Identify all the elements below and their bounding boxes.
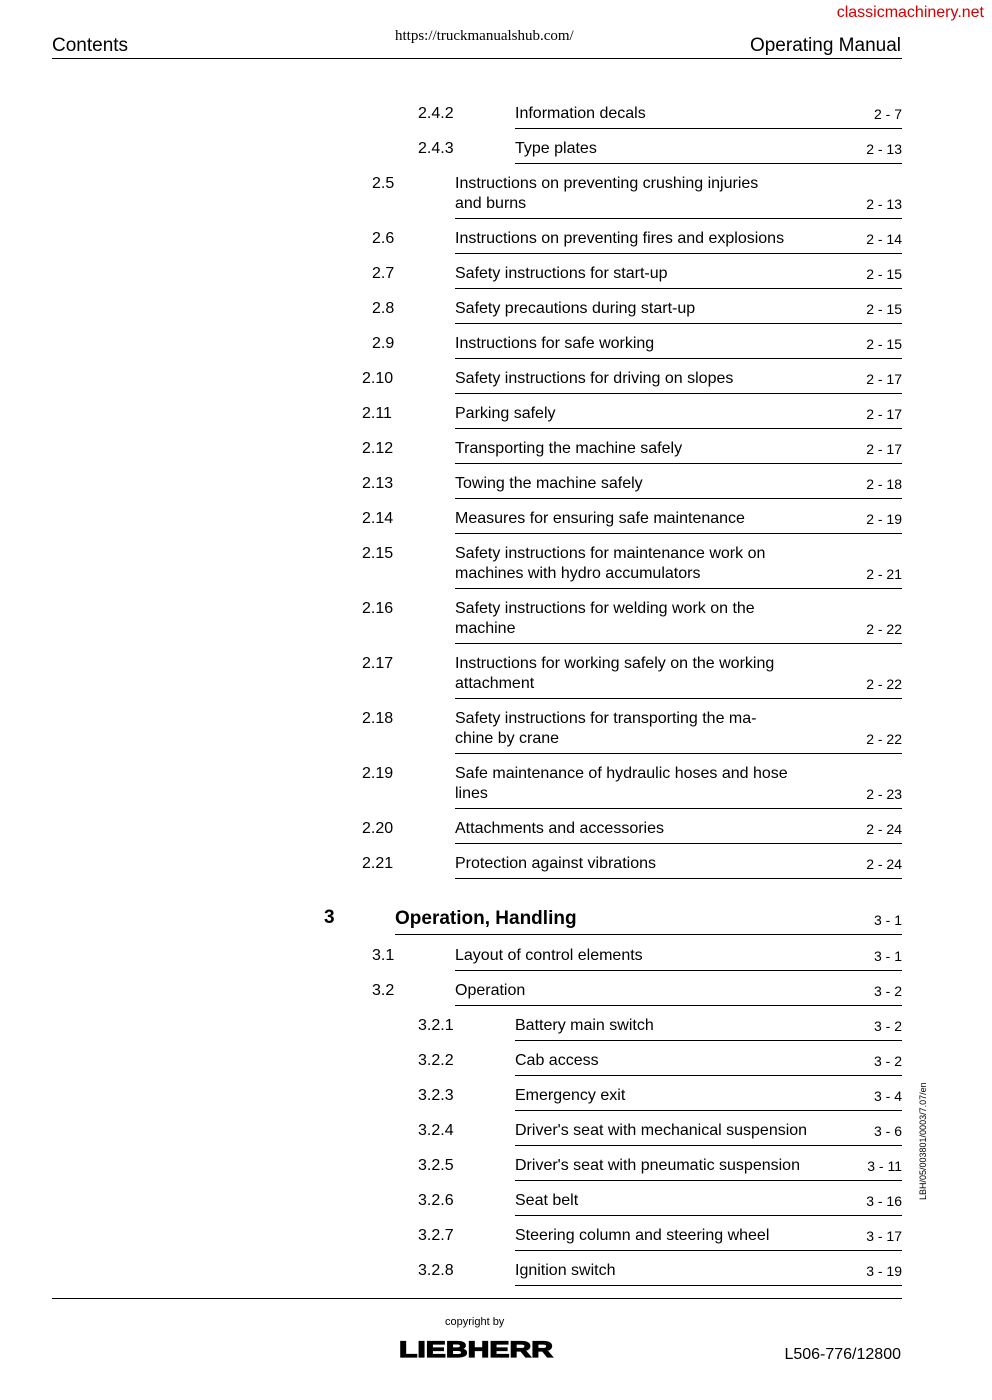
toc-entry-number: 2.17 bbox=[362, 655, 394, 672]
toc-entry-page: 3 - 6 bbox=[873, 1123, 902, 1139]
toc-entry-page: 3 - 2 bbox=[873, 1018, 902, 1034]
toc-entry-page: 2 - 22 bbox=[866, 731, 902, 747]
toc-entry-title-block bbox=[455, 599, 902, 644]
toc-entry-page: 3 - 2 bbox=[873, 1053, 902, 1069]
toc-entry-page: 2 - 13 bbox=[866, 141, 902, 157]
toc-entry-number: 2.7 bbox=[372, 265, 395, 282]
toc-entry-title: Emergency exit bbox=[515, 1087, 626, 1104]
toc-entry-page: 3 - 11 bbox=[867, 1158, 902, 1174]
toc-entry-title: Safety instructions for transporting the ma-chine by crane bbox=[455, 710, 757, 747]
toc-entry-title-block bbox=[455, 334, 902, 359]
toc-entry-title-block bbox=[515, 1121, 902, 1146]
footer-rule bbox=[52, 1298, 902, 1299]
toc-entry-title: Steering column and steering wheel bbox=[515, 1227, 770, 1244]
header-rule bbox=[52, 58, 902, 59]
watermark: classicmachinery.net bbox=[836, 4, 984, 21]
toc-entry-number: 3.2 bbox=[372, 982, 395, 999]
toc-entry-title-block bbox=[455, 764, 902, 809]
toc-entry-title-block bbox=[515, 139, 902, 164]
toc-entry-number: 2.20 bbox=[362, 820, 394, 837]
toc-entry-number: 2.5 bbox=[372, 175, 395, 192]
toc-entry-number: 2.11 bbox=[362, 405, 392, 422]
toc-entry-number: 3.2.4 bbox=[418, 1122, 454, 1139]
toc-entry-title: Operation bbox=[455, 982, 526, 999]
toc-entry-page: 2 - 22 bbox=[866, 676, 902, 692]
toc-entry-title-block bbox=[515, 1051, 902, 1076]
toc-chapter-number: 3 bbox=[324, 907, 335, 928]
toc-entry-page: 3 - 2 bbox=[873, 983, 902, 999]
toc-entry-page: 2 - 18 bbox=[866, 476, 902, 492]
toc-entry-title: Safety instructions for driving on slopes bbox=[455, 370, 734, 387]
toc-entry-page: 2 - 17 bbox=[866, 406, 902, 422]
toc-entry-page: 3 - 19 bbox=[866, 1263, 902, 1279]
toc-entry-number: 3.2.5 bbox=[418, 1157, 454, 1174]
toc-entry-page: 2 - 17 bbox=[866, 371, 902, 387]
toc-entry-title: Safety instructions for welding work on the machine bbox=[455, 600, 755, 637]
toc-entry-number: 2.4.3 bbox=[418, 140, 454, 157]
toc-entry-page: 3 - 17 bbox=[866, 1228, 902, 1244]
toc-entry-page: 2 - 17 bbox=[866, 441, 902, 457]
toc-entry-title: Information decals bbox=[515, 105, 646, 122]
toc-entry-title-block bbox=[515, 1086, 902, 1111]
toc-entry-title: Parking safely bbox=[455, 405, 556, 422]
toc-entry-title: Battery main switch bbox=[515, 1017, 654, 1034]
toc-entry-page: 2 - 22 bbox=[866, 621, 902, 637]
header-manual-title: Operating Manual bbox=[749, 35, 901, 56]
toc-entry-page: 3 - 4 bbox=[873, 1088, 902, 1104]
toc-entry-title: Safe maintenance of hydraulic hoses and hose lines bbox=[455, 765, 788, 802]
toc-entry-title-block bbox=[455, 654, 902, 699]
toc-entry-title-block bbox=[515, 1191, 902, 1216]
header-url: https://truckmanualshub.com/ bbox=[395, 28, 574, 44]
toc-entry-title-block bbox=[455, 174, 902, 219]
toc-entry-title-block bbox=[455, 709, 902, 754]
toc-entry-title: Attachments and accessories bbox=[455, 820, 664, 837]
toc-entry-number: 2.10 bbox=[362, 370, 394, 387]
toc-entry-number: 2.15 bbox=[362, 545, 394, 562]
toc-entry-number: 2.18 bbox=[362, 710, 394, 727]
toc-entry-page: 3 - 16 bbox=[866, 1193, 902, 1209]
toc-entry-page: 3 - 1 bbox=[873, 948, 902, 964]
toc-entry-number: 2.12 bbox=[362, 440, 394, 457]
toc-entry-title-block bbox=[455, 299, 902, 324]
toc-entry-page: 2 - 21 bbox=[866, 566, 902, 582]
toc-entry-number: 2.13 bbox=[362, 475, 394, 492]
toc-chapter-page: 3 - 1 bbox=[873, 912, 902, 928]
toc-entry-title-block bbox=[515, 1261, 902, 1286]
toc-entry-number: 2.14 bbox=[362, 510, 394, 527]
toc-entry-page: 2 - 15 bbox=[866, 266, 902, 282]
toc-entry-title: Protection against vibrations bbox=[455, 855, 656, 872]
toc-entry-number: 2.16 bbox=[362, 600, 394, 617]
toc-entry-number: 2.4.2 bbox=[418, 105, 454, 122]
toc-entry-title: Seat belt bbox=[515, 1192, 579, 1209]
toc-entry-number: 3.2.8 bbox=[418, 1262, 454, 1279]
toc-entry-title-block bbox=[515, 1016, 902, 1041]
toc-entry-page: 2 - 24 bbox=[866, 856, 902, 872]
toc-entry-page: 2 - 19 bbox=[866, 511, 902, 527]
toc-entry-number: 2.8 bbox=[372, 300, 395, 317]
toc-entry-number: 3.1 bbox=[372, 947, 395, 964]
toc-entry-number: 3.2.2 bbox=[418, 1052, 454, 1069]
toc-chapter-title: Operation, Handling bbox=[395, 908, 577, 929]
toc-entry-title-block bbox=[455, 544, 902, 589]
toc-entry-title: Instructions on preventing fires and explosions bbox=[455, 230, 785, 247]
toc-entry-number: 3.2.3 bbox=[418, 1087, 454, 1104]
toc-entry-number: 2.21 bbox=[362, 855, 394, 872]
toc-entry-title-block bbox=[455, 946, 902, 971]
toc-entry-title: Driver's seat with mechanical suspension bbox=[515, 1122, 808, 1139]
toc-entry-title: Instructions for working safely on the working attachment bbox=[455, 655, 775, 692]
toc-entry-title: Ignition switch bbox=[515, 1262, 616, 1279]
liebherr-logo-text: LIEBHERR bbox=[399, 1338, 554, 1360]
toc-entry-title: Towing the machine safely bbox=[455, 475, 643, 492]
toc-entry-title: Driver's seat with pneumatic suspension bbox=[515, 1157, 800, 1174]
toc-entry-title-block bbox=[455, 264, 902, 289]
toc-entry-title-block bbox=[455, 369, 902, 394]
toc-entry-page: 2 - 15 bbox=[866, 336, 902, 352]
toc-entry-title: Instructions on preventing crushing injuries and burns bbox=[455, 175, 759, 212]
toc-entry-number: 3.2.7 bbox=[418, 1227, 454, 1244]
toc-entry-title-block bbox=[515, 104, 902, 129]
toc-entry-page: 2 - 15 bbox=[866, 301, 902, 317]
toc-entry-title-block bbox=[455, 819, 902, 844]
document-id: L506-776/12800 bbox=[784, 1346, 901, 1363]
copyright-label: copyright by bbox=[445, 1316, 505, 1328]
toc-entry-page: 2 - 13 bbox=[866, 196, 902, 212]
toc-entry-title-block bbox=[455, 229, 902, 254]
toc-entry-title-block bbox=[455, 854, 902, 879]
toc-entry-title: Cab access bbox=[515, 1052, 599, 1069]
toc-entry-page: 2 - 23 bbox=[866, 786, 902, 802]
toc-entry-title: Safety precautions during start-up bbox=[455, 300, 696, 317]
liebherr-logo bbox=[398, 1338, 554, 1360]
toc-entry-title-block bbox=[455, 474, 902, 499]
toc-entry-title: Type plates bbox=[515, 140, 597, 157]
toc-entry-title: Layout of control elements bbox=[455, 947, 643, 964]
toc-entry-title: Safety instructions for start-up bbox=[455, 265, 668, 282]
toc-entry-title-block bbox=[455, 404, 902, 429]
toc-entry-number: 2.9 bbox=[372, 335, 395, 352]
header-section-title: Contents bbox=[52, 35, 129, 56]
toc-entry-title-block bbox=[455, 439, 902, 464]
document-code-vertical: LBH/05/003801/0003/7.07/en bbox=[918, 1082, 928, 1200]
toc-entry-title-block bbox=[455, 509, 902, 534]
toc-entry-title: Instructions for safe working bbox=[455, 335, 655, 352]
toc-entry-page: 2 - 14 bbox=[866, 231, 902, 247]
toc-entry-title: Measures for ensuring safe maintenance bbox=[455, 510, 745, 527]
toc-entry-title-block bbox=[515, 1226, 902, 1251]
toc-entry-title-block bbox=[455, 981, 902, 1006]
toc-entry-page: 2 - 7 bbox=[873, 106, 902, 122]
toc-entry-number: 3.2.1 bbox=[418, 1017, 454, 1034]
toc-entry-number: 3.2.6 bbox=[418, 1192, 454, 1209]
toc-entry-title: Safety instructions for maintenance work on machines with hydro accumulators bbox=[455, 545, 766, 582]
toc-entry-number: 2.19 bbox=[362, 765, 394, 782]
toc-entry-title-block bbox=[515, 1156, 902, 1181]
toc-entry-title: Transporting the machine safely bbox=[455, 440, 683, 457]
toc-chapter-title-block bbox=[395, 908, 902, 935]
toc-entry-number: 2.6 bbox=[372, 230, 395, 247]
toc-entry-page: 2 - 24 bbox=[866, 821, 902, 837]
